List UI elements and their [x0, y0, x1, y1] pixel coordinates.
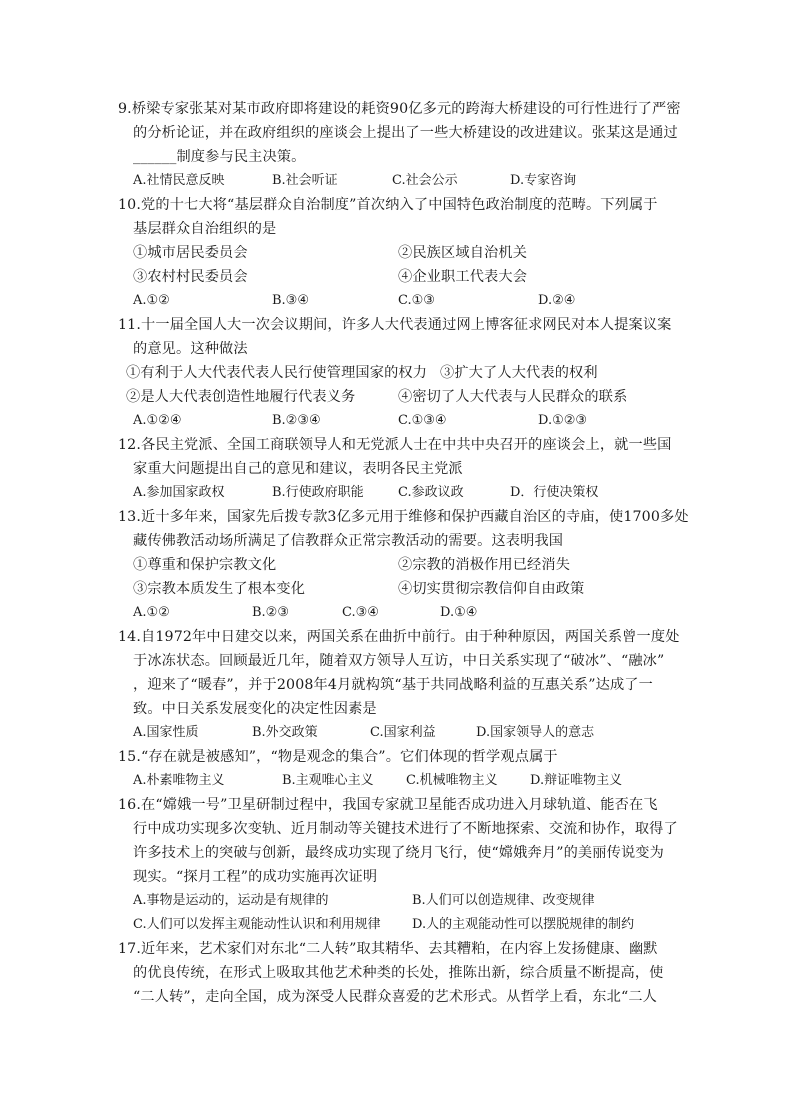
q11-option-b: B.②③④: [272, 413, 321, 428]
q10-option-a: A.①②: [133, 293, 170, 308]
q9-stem-line-1: 9.桥梁专家张某对某市政府即将建设的耗资90亿多元的跨海大桥建设的可行性进行了严密: [118, 101, 681, 117]
q13-item-2: ②宗教的消极作用已经消失: [398, 557, 571, 573]
q16-option-a: A.事物是运动的，运动是有规律的: [133, 893, 329, 908]
q16-stem-line-2: 行中成功实现多次变轨、近月制动等关键技术进行了不断地探索、交流和协作，取得了: [133, 821, 678, 837]
q11-item-4: ④密切了人大代表与人民群众的联系: [398, 389, 628, 405]
q15-option-a: A.朴素唯物主义: [133, 773, 225, 788]
q15-option-d: D.辩证唯物主义: [530, 773, 623, 788]
q16-option-c: C.人们可以发挥主观能动性认识和利用规律: [133, 917, 381, 932]
q14-option-c: C.国家利益: [370, 725, 436, 740]
q10-item-2: ②民族区域自治机关: [398, 245, 528, 261]
q17-stem-line-2: 的优良传统，在形式上吸取其他艺术种类的长处，推陈出新，综合质量不断提高，使: [133, 965, 664, 981]
q11-item-2: ②是人大代表创造性地履行代表义务: [126, 389, 356, 405]
q10-stem-line-2: 基层群众自治组织的是: [133, 221, 277, 237]
q14-stem-line-3: ，迎来了“暖春”，并于2008年4月就构筑“基于共同战略利益的互惠关系”达成了一: [133, 677, 653, 693]
q10-option-d: D.②④: [538, 293, 576, 308]
q15-stem-line-1: 15.“存在就是被感知”，“物是观念的集合”。它们体现的哲学观点属于: [118, 749, 558, 765]
q11-option-c: C.①③④: [398, 413, 447, 428]
q11-item-3: ③扩大了人大代表的权利: [440, 365, 598, 381]
q11-option-d: D.①②③: [538, 413, 588, 428]
q15-option-c: C.机械唯物主义: [406, 773, 498, 788]
q12-stem-line-2: 家重大问题提出自己的意见和建议，表明各民主党派: [133, 461, 463, 477]
q11-stem-line-1: 11.十一届全国人大一次会议期间，许多人大代表通过网上博客征求网民对本人提案议案: [118, 317, 672, 333]
q9-option-b: B.社会听证: [272, 173, 338, 188]
q13-stem-line-1: 13.近十多年来，国家先后拨专款3亿多元用于维修和保护西藏自治区的寺庙，使1700多处: [118, 509, 689, 525]
q13-option-d: D.①④: [440, 605, 478, 620]
q12-option-a: A.参加国家政权: [133, 485, 225, 500]
q16-stem-line-1: 16.在“嫦娥一号”卫星研制过程中，我国专家就卫星能否成功进入月球轨道、能否在飞: [118, 797, 658, 813]
q14-option-a: A.国家性质: [133, 725, 199, 740]
q10-item-1: ①城市居民委员会: [133, 245, 248, 261]
q12-option-b: B.行使政府职能: [272, 485, 364, 500]
q17-stem-line-1: 17.近年来，艺术家们对东北“二人转”取其精华、去其糟粕，在内容上发扬健康、幽默: [118, 941, 658, 957]
q16-option-b: B.人们可以创造规律、改变规律: [412, 893, 595, 908]
q13-option-c: C.③④: [342, 605, 379, 620]
q10-stem-line-1: 10.党的十七大将“基层群众自治制度”首次纳入了中国特色政治制度的范畴。下列属于: [118, 197, 658, 213]
q16-stem-line-4: 现实。“探月工程”的成功实施再次证明: [133, 869, 378, 885]
q10-option-b: B.③④: [272, 293, 309, 308]
q14-stem-line-4: 致。中日关系发展变化的决定性因素是: [133, 701, 377, 717]
q9-stem-line-3: ______制度参与民主决策。: [133, 149, 306, 165]
q11-stem-line-2: 的意见。这种做法: [133, 341, 248, 357]
q13-item-3: ③宗教本质发生了根本变化: [133, 581, 306, 597]
q12-option-c: C.参政议政: [398, 485, 464, 500]
q14-option-d: D.国家领导人的意志: [476, 725, 595, 740]
q13-item-4: ④切实贯彻宗教信仰自由政策: [398, 581, 585, 597]
q10-item-4: ④企业职工代表大会: [398, 269, 528, 285]
q9-option-a: A.社情民意反映: [133, 173, 225, 188]
q10-item-3: ③农村村民委员会: [133, 269, 248, 285]
q14-option-b: B.外交政策: [252, 725, 318, 740]
q13-item-1: ①尊重和保护宗教文化: [133, 557, 277, 573]
q17-stem-line-3: “二人转”，走向全国，成为深受人民群众喜爱的艺术形式。从哲学上看，东北“二人: [133, 989, 658, 1005]
q16-stem-line-3: 许多技术上的突破与创新，最终成功实现了绕月飞行，使“嫦娥奔月”的美丽传说变为: [133, 845, 664, 861]
q11-option-a: A.①②④: [133, 413, 182, 428]
q12-stem-line-1: 12.各民主党派、全国工商联领导人和无党派人士在中共中央召开的座谈会上，就一些国: [118, 437, 672, 453]
q11-item-1: ①有利于人大代表代表人民行使管理国家的权力: [126, 365, 428, 381]
q13-option-b: B.②③: [252, 605, 289, 620]
q13-stem-line-2: 藏传佛教活动场所满足了信教群众正常宗教活动的需要。这表明我国: [133, 533, 564, 549]
q9-stem-line-2: 的分析论证，并在政府组织的座谈会上提出了一些大桥建设的改进建议。张某这是通过: [133, 125, 678, 141]
q14-stem-line-2: 于冰冻状态。回顾最近几年，随着双方领导人互访，中日关系实现了“破冰”、“融冰”: [133, 653, 665, 669]
q12-option-d: D．行使决策权: [510, 485, 599, 500]
q13-option-a: A.①②: [133, 605, 170, 620]
q16-option-d: D.人的主观能动性可以摆脱规律的制约: [412, 917, 635, 932]
q14-stem-line-1: 14.自1972年中日建交以来，两国关系在曲折中前行。由于种种原因，两国关系曾一度处: [118, 629, 680, 645]
q9-option-c: C.社会公示: [392, 173, 458, 188]
q9-option-d: D.专家咨询: [510, 173, 577, 188]
q10-option-c: C.①③: [398, 293, 435, 308]
q15-option-b: B.主观唯心主义: [282, 773, 374, 788]
